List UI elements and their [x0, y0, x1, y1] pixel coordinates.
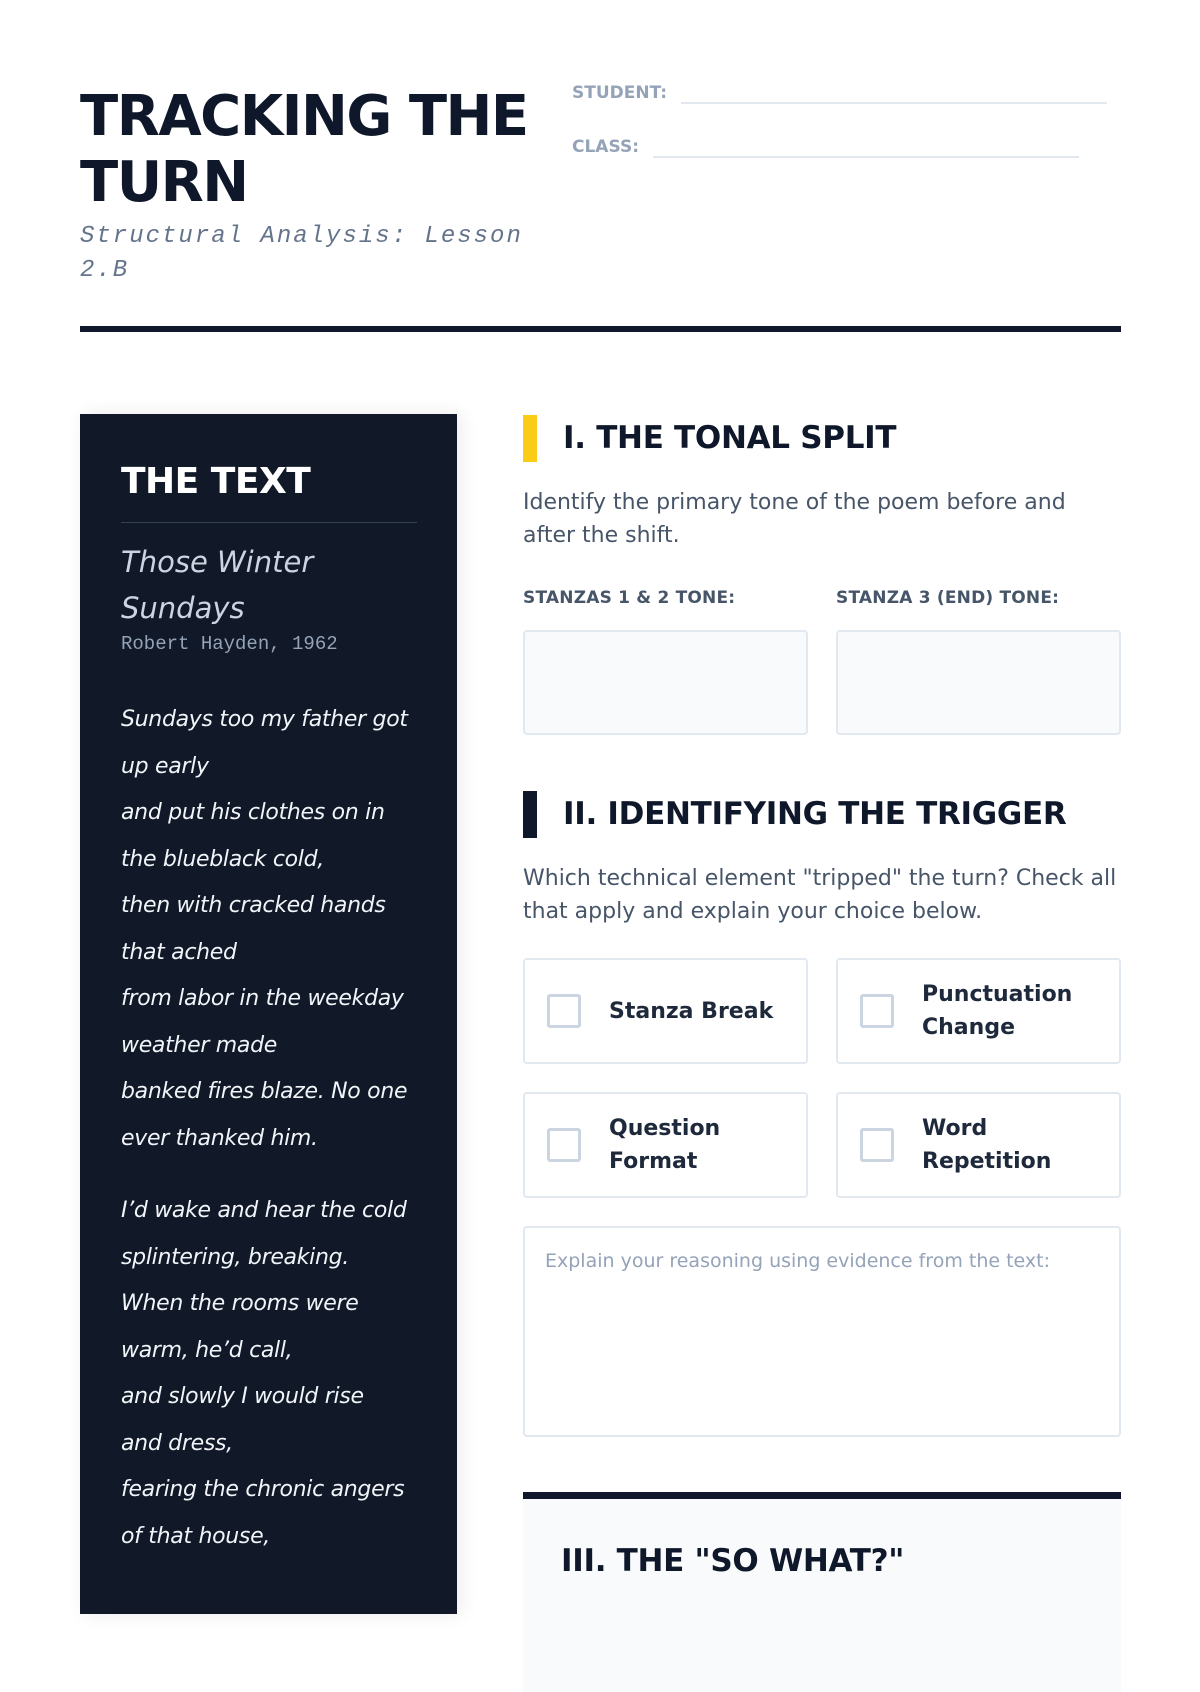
section-tonal-split — [523, 414, 1121, 735]
section-title: II. IDENTIFYING THE TRIGGER — [563, 796, 1067, 832]
section-so-what — [523, 1492, 1121, 1692]
class-label: CLASS: — [572, 137, 639, 157]
poem-line: When the rooms were — [121, 1291, 359, 1316]
poem-line: and put his clothes on in — [121, 800, 385, 825]
option-word-repetition[interactable] — [836, 1092, 1121, 1198]
poem-line: that ached — [121, 939, 237, 965]
section-description: Identify the primary tone of the poem before and after the shift. — [523, 490, 1066, 548]
poem-line: and slowly I would rise — [121, 1384, 364, 1409]
tone-after-input[interactable] — [836, 630, 1121, 735]
checkbox[interactable] — [860, 1128, 894, 1162]
section-title: III. THE "SO WHAT?" — [561, 1543, 905, 1579]
checkbox[interactable] — [547, 994, 581, 1028]
worksheet-subtitle: Structural Analysis: Lesson 2.B — [80, 223, 523, 284]
trigger-options — [523, 958, 1121, 1198]
option-question-format[interactable] — [523, 1092, 808, 1198]
poem-author-year: Robert Hayden, 1962 — [121, 633, 338, 655]
poem-line: splintering, breaking. — [121, 1244, 349, 1270]
poem-title: Those Winter Sundays — [121, 545, 314, 625]
student-label: STUDENT: — [572, 83, 668, 103]
class-name-line[interactable] — [653, 136, 1079, 158]
checkbox[interactable] — [547, 1128, 581, 1162]
section-accent-bar — [523, 791, 537, 838]
poem-line: of that house, — [121, 1523, 271, 1549]
header-divider — [80, 326, 1121, 332]
poem-line: I’d wake and hear the cold — [121, 1198, 407, 1223]
poem-line: then with cracked hands — [121, 893, 386, 918]
poem-line: fearing the chronic angers — [121, 1477, 405, 1502]
section-accent-bar — [523, 415, 537, 462]
tone-after-label: STANZA 3 (END) TONE: — [836, 588, 1060, 608]
poem-line: banked fires blaze. No one — [121, 1079, 408, 1104]
poem-line: from labor in the weekday — [121, 986, 404, 1011]
option-label: Word Repetition — [922, 1116, 1052, 1174]
sidebar-heading: THE TEXT — [121, 458, 417, 523]
poem-line: ever thanked him. — [121, 1125, 318, 1151]
poem-line: Sundays too my father got — [121, 707, 408, 732]
option-stanza-break[interactable] — [523, 958, 808, 1064]
tone-before-input[interactable] — [523, 630, 808, 735]
checkbox[interactable] — [860, 994, 894, 1028]
option-label: Stanza Break — [609, 998, 774, 1024]
worksheet-main — [523, 414, 1121, 1692]
option-label: Punctuation Change — [922, 982, 1073, 1040]
poem-line: and dress, — [121, 1430, 233, 1456]
poem-stanza-2 — [121, 1188, 417, 1560]
reasoning-textarea[interactable] — [545, 1250, 1099, 1413]
section-identifying-trigger — [523, 790, 1121, 1437]
class-field — [572, 136, 1079, 158]
text-sidebar — [80, 414, 457, 1614]
poem-stanza-1 — [121, 697, 417, 1162]
poem-line: the blueblack cold, — [121, 846, 324, 872]
worksheet-title: TRACKING THE TURN — [80, 84, 528, 215]
student-name-line[interactable] — [681, 82, 1107, 104]
poem-line: warm, he’d call, — [121, 1337, 293, 1363]
option-label: Question Format — [609, 1116, 721, 1174]
poem-line: up early — [121, 753, 209, 779]
worksheet-header — [80, 80, 1120, 332]
student-field — [572, 82, 1107, 104]
option-punctuation-change[interactable] — [836, 958, 1121, 1064]
poem-line: weather made — [121, 1032, 277, 1058]
tone-before-label: STANZAS 1 & 2 TONE: — [523, 588, 736, 608]
section-description: Which technical element "tripped" the turn? Check all that apply and explain your choice below. — [523, 866, 1117, 924]
reasoning-box — [523, 1226, 1121, 1437]
section-title: I. THE TONAL SPLIT — [563, 420, 897, 456]
